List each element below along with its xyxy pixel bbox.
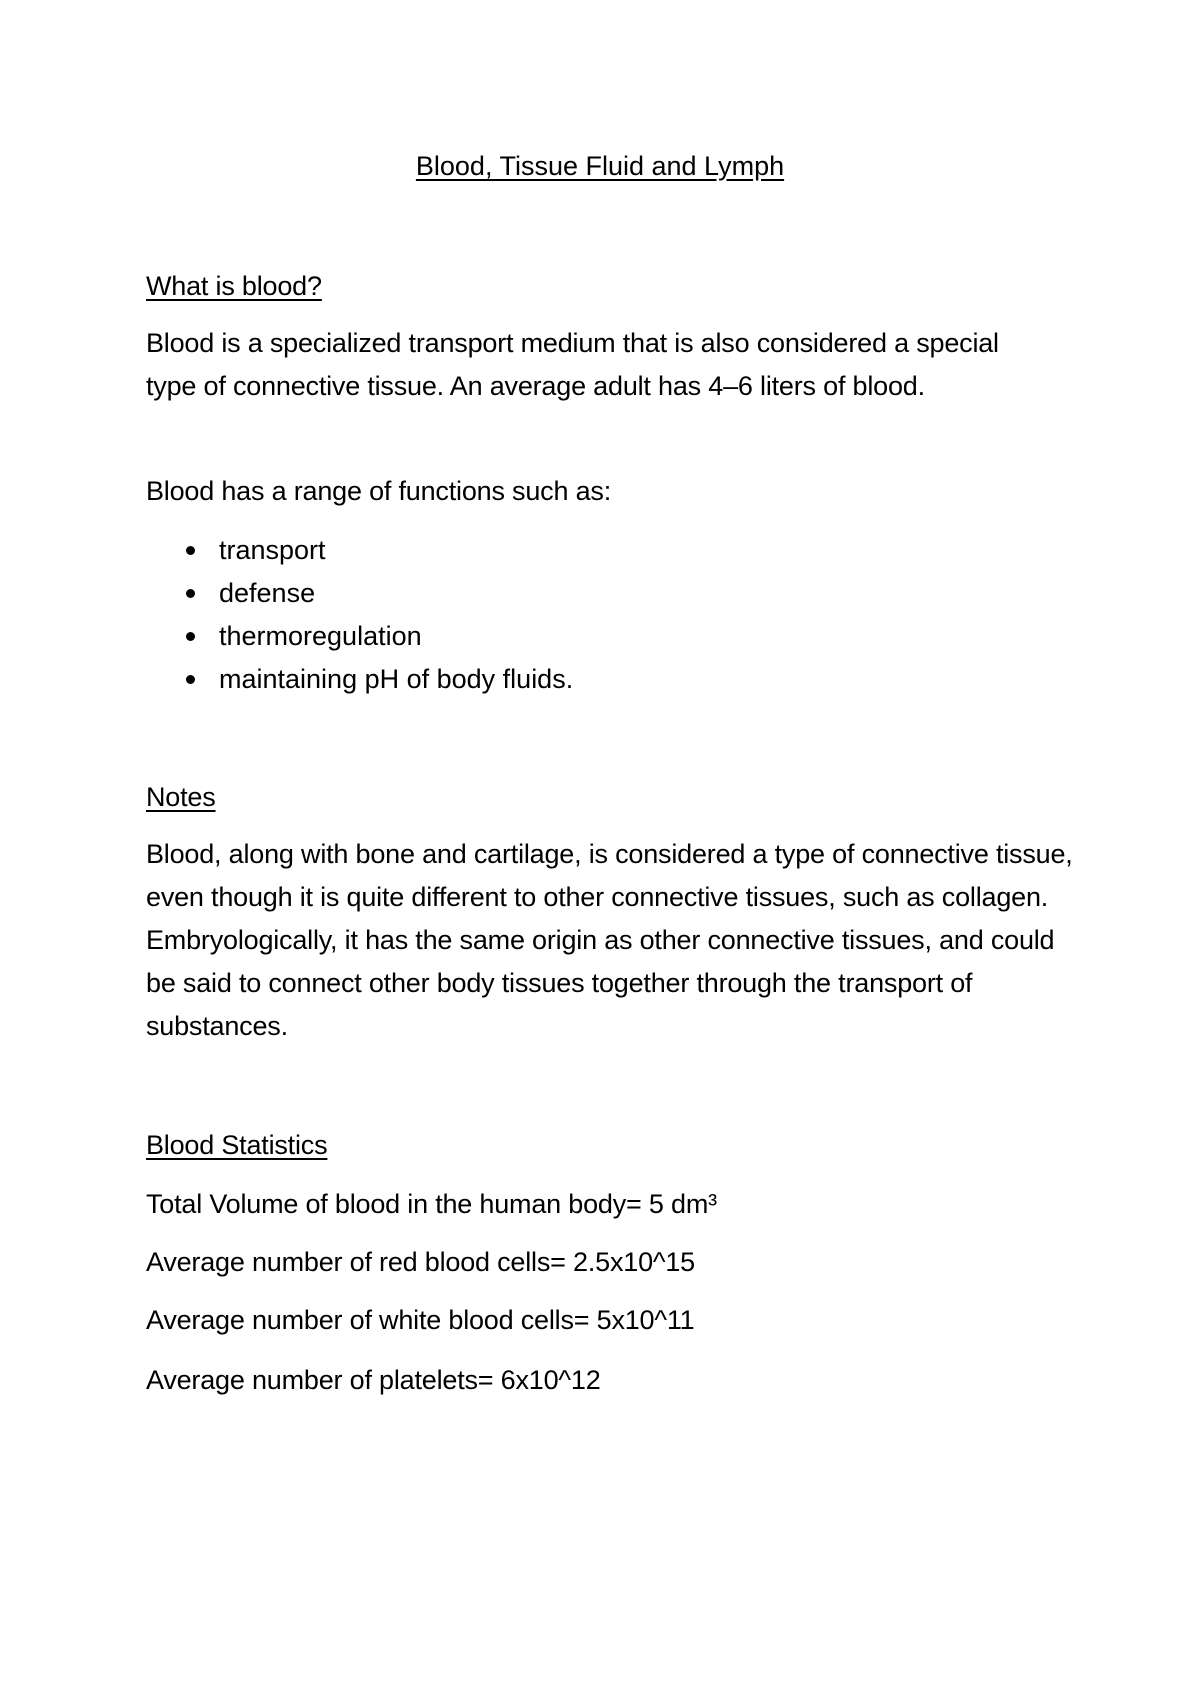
list-item-text: defense: [219, 578, 316, 608]
bullet-icon: [186, 675, 195, 684]
stat-white-blood-cells: Average number of white blood cells= 5x10^11: [146, 1305, 695, 1335]
paragraph-what-is-blood: [146, 322, 1046, 408]
list-item: [146, 529, 1046, 572]
stat-red-blood-cells: Average number of red blood cells= 2.5x10^15: [146, 1247, 695, 1277]
paragraph-what-is-blood-text: Blood is a specialized transport medium that is also considered a special type of connective tissue. An average adult has 4–6 liters of blood.: [146, 328, 999, 401]
list-item: [146, 615, 1046, 658]
list-item: [146, 572, 1046, 615]
list-item-text: transport: [219, 535, 326, 565]
bullet-icon: [186, 632, 195, 641]
list-item: [146, 658, 1046, 701]
paragraph-notes: [146, 833, 1076, 1048]
paragraph-notes-text: Blood, along with bone and cartilage, is considered a type of connective tissue, even though it is quite different to other connective tissues, such as collagen. Embryologically, it has the same origin as other connective tissues, and could be said to connect other body tissues together through the transport of substances.: [146, 839, 1073, 1041]
document-title: Blood, Tissue Fluid and Lymph: [415, 151, 785, 181]
stat-total-volume: Total Volume of blood in the human body= 5 dm³: [146, 1189, 717, 1219]
heading-notes: Notes: [146, 782, 216, 812]
heading-what-is-blood: What is blood?: [146, 271, 322, 301]
stat-platelets: Average number of platelets= 6x10^12: [146, 1365, 601, 1395]
list-item-text: maintaining pH of body fluids.: [219, 664, 574, 694]
bullet-icon: [186, 546, 195, 555]
functions-intro: Blood has a range of functions such as:: [146, 476, 612, 506]
bullet-icon: [186, 589, 195, 598]
heading-blood-statistics: Blood Statistics: [146, 1130, 328, 1160]
functions-list: [146, 529, 1046, 701]
list-item-text: thermoregulation: [219, 621, 422, 651]
